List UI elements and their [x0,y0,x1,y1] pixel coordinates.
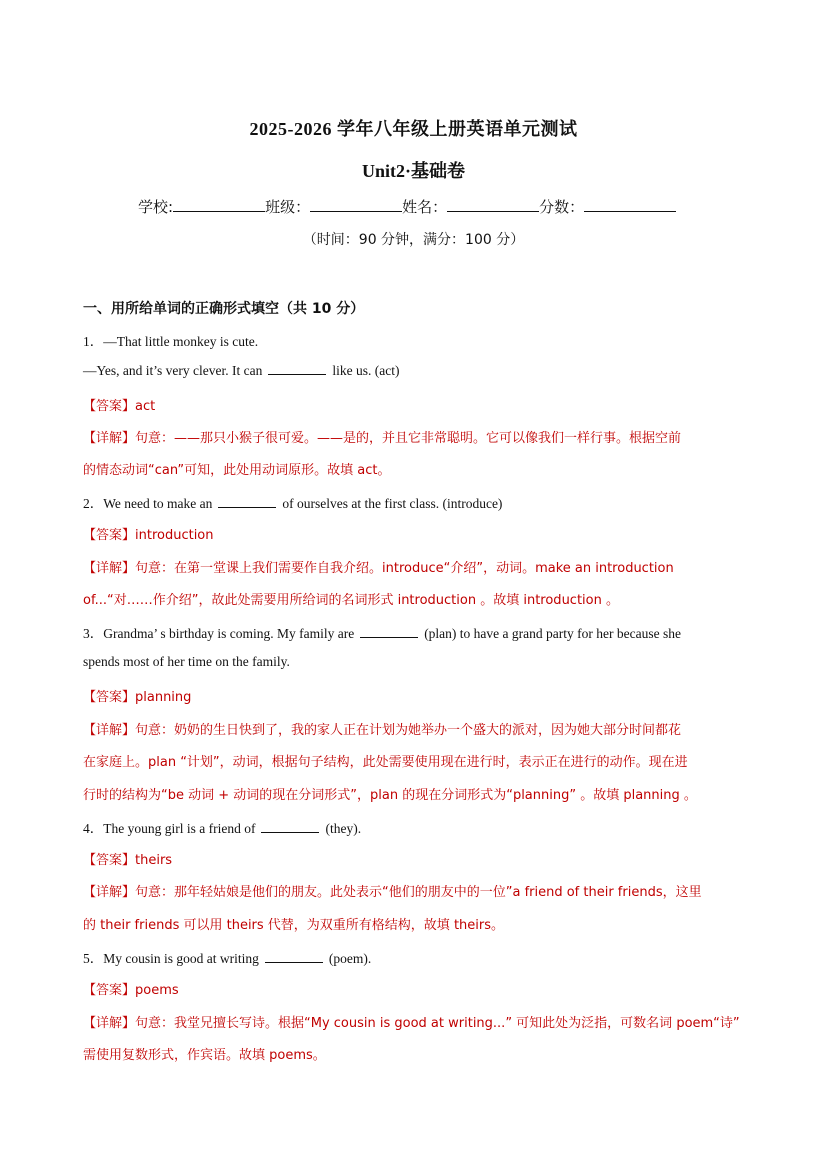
question-3-detail-1: 【详解】句意：奶奶的生日快到了，我的家人正在计划为她举办一个盛大的派对，因为她大部分时间都花 [83,723,682,738]
question-4-detail-2: 的 their friends 可以用 theirs 代替，为双重所有格结构，故填 theirs。 [83,918,505,933]
question-5-detail-2: 需使用复数形式，作宾语。故填 poems。 [83,1048,326,1063]
school-blank [173,197,265,212]
question-5-text-b: (poem). [328,951,372,966]
question-3-answer: 【答案】planning [83,690,192,705]
question-1-blank [268,362,326,375]
question-2-detail-1: 【详解】句意：在第一堂课上我们需要作自我介绍。introduce“介绍”，动词。make an introduction [83,561,674,576]
question-3-text-a: 3．Grandma’ s birthday is coming. My family are [83,626,355,641]
score-label: 分数： [539,198,585,216]
section-heading: 一、用所给单词的正确形式填空（共 10 分） [83,301,365,317]
question-4-blank [261,820,319,833]
question-1-detail-2: 的情态动词“can”可知，此处用动词原形。故填 act。 [83,463,391,478]
school-label: 学校: [138,198,174,216]
exam-title: 2025-2026 学年八年级上册英语单元测试 [249,119,578,139]
question-5-text-a: 5．My cousin is good at writing [83,951,259,966]
question-4-text-b: (they). [325,821,362,836]
exam-subtitle: Unit2·基础卷 [361,161,465,181]
score-blank [584,197,676,212]
time-note: （时间：90 分钟，满分：100 分） [302,232,525,248]
question-2-text-b: of ourselves at the first class. (introduce) [282,496,503,511]
question-5-blank [265,950,323,963]
question-1-answer: 【答案】act [83,399,156,414]
question-2-detail-2: of...“对……作介绍”，故此处需要用所给词的名词形式 introduction 。故填 introduction 。 [83,593,619,608]
question-3-detail-2: 在家庭上。plan “计划”，动词，根据句子结构，此处需要使用现在进行时，表示正在进行的动作。现在进 [83,755,688,770]
class-blank [310,197,402,212]
question-4-line-1 [83,817,753,837]
class-label: 班级： [265,198,311,216]
question-3-blank [360,625,418,638]
question-2-blank [218,495,276,508]
question-4-detail-1: 【详解】句意：那年轻姑娘是他们的朋友。此处表示“他们的朋友中的一位”a friend of their friends，这里 [83,885,702,900]
question-1-line-1: 1．—That little monkey is cute. [83,334,259,349]
question-3-line-2: spends most of her time on the family. [83,654,290,669]
question-3-text-b: (plan) to have a grand party for her because she [424,626,681,641]
question-2-line-1 [83,492,753,512]
question-1-text-b: like us. (act) [332,363,400,378]
question-5-answer: 【答案】poems [83,983,179,998]
question-2-text-a: 2．We need to make an [83,496,213,511]
name-blank [447,197,539,212]
name-label: 姓名： [402,198,448,216]
question-4-text-a: 4．The young girl is a friend of [83,821,256,836]
question-2-answer: 【答案】introduction [83,528,214,543]
question-5-detail-1: 【详解】句意：我堂兄擅长写诗。根据“My cousin is good at writing...” 可知此处为泛指，可数名词 poem“诗” [83,1016,740,1031]
question-1-text-a: —Yes, and it’s very clever. It can [83,363,263,378]
student-info-row [138,196,676,217]
question-4-answer: 【答案】theirs [83,853,173,868]
question-1-line-2 [83,362,753,379]
question-5-line-1 [83,947,753,967]
question-3-detail-3: 行时的结构为“be 动词 + 动词的现在分词形式”，plan 的现在分词形式为“planning” 。故填 planning 。 [83,788,697,803]
question-1-detail-1: 【详解】句意：——那只小猴子很可爱。——是的，并且它非常聪明。它可以像我们一样行事。根据空前 [83,431,682,446]
question-3-line-1 [83,622,753,642]
